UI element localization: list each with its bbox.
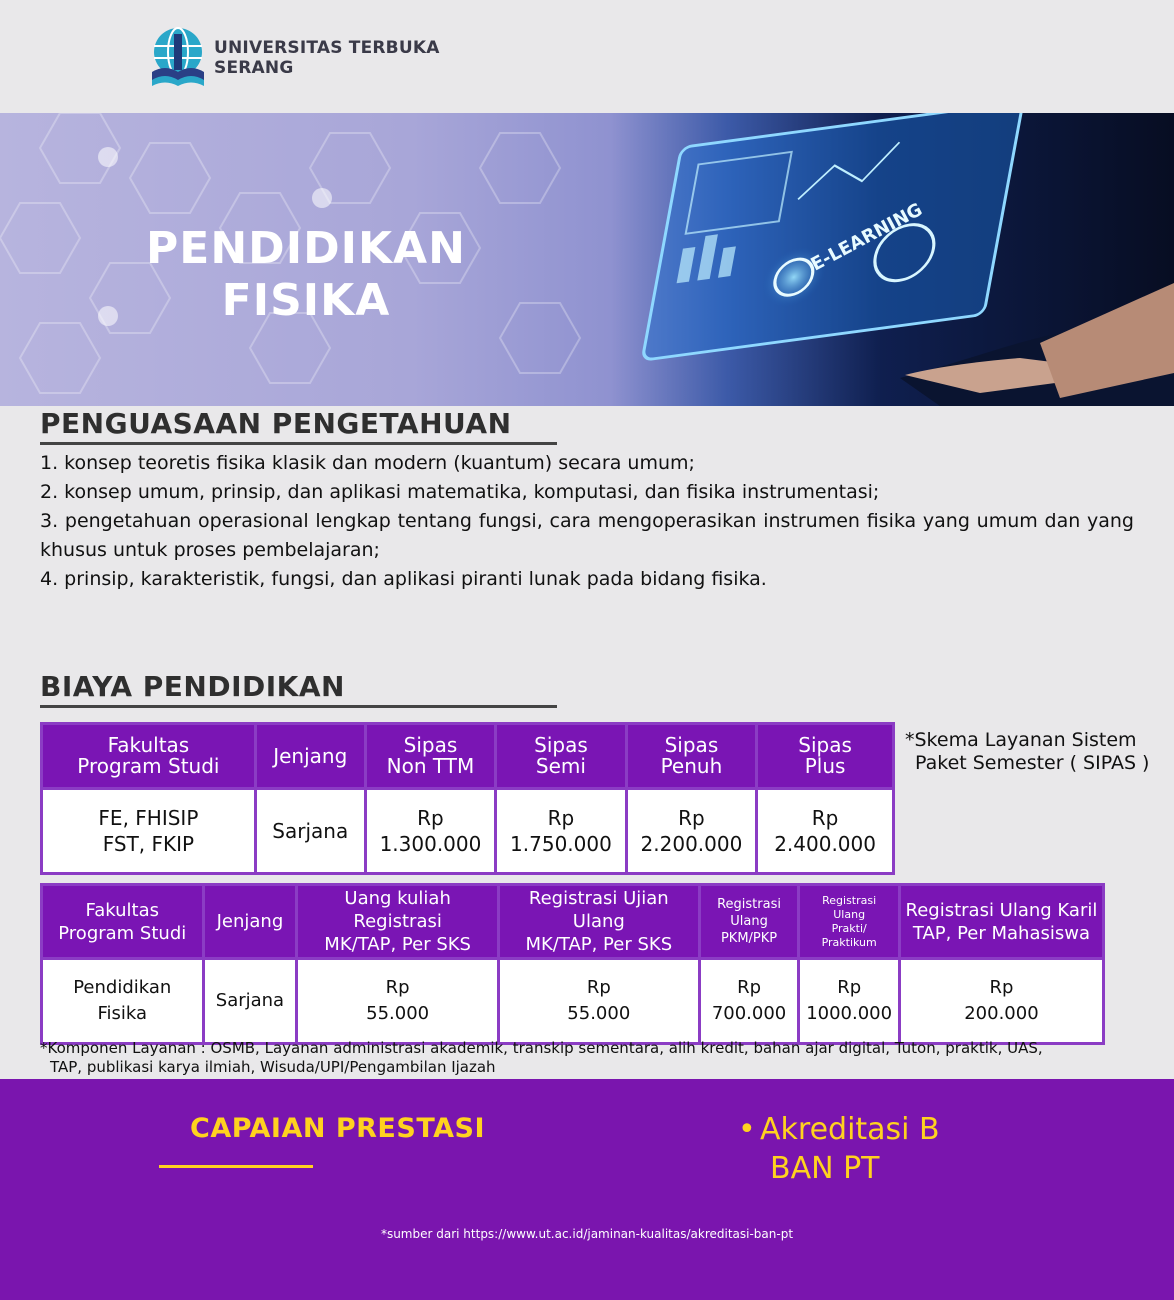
column-header <box>899 885 1103 959</box>
cell-line: 200.000 <box>964 1003 1039 1024</box>
header-line: Ulang <box>833 907 866 921</box>
service-components-line1: *Komponen Layanan : OSMB, Layanan administrasi akademik, transkip sementara, alih kredit, bahan ajar digital, Tuton, praktik, UAS, <box>40 1039 1043 1057</box>
fees-heading-underline <box>40 705 557 708</box>
fees-heading: BIAYA PENDIDIKAN <box>40 670 345 703</box>
accreditation-line1: Akreditasi B <box>760 1112 940 1147</box>
cell-line: Rp <box>385 977 410 998</box>
cell-line: Rp <box>837 977 862 998</box>
table-cell <box>203 959 297 1044</box>
knowledge-item: 3. pengetahuan operasional lengkap tentang fungsi, cara mengoperasikan instrumen fisika yang umum dan yang khusus untuk proses pembelajaran; <box>40 510 1134 561</box>
cell-line: 1.300.000 <box>379 832 482 856</box>
table-header-row <box>42 885 1104 959</box>
accreditation-item <box>738 1110 940 1188</box>
header <box>0 0 1174 113</box>
header-line: MK/TAP, Per SKS <box>525 934 673 955</box>
table-row <box>42 959 1104 1044</box>
header-line: Prakti/ <box>831 921 867 935</box>
header-line: Sipas <box>534 733 588 757</box>
service-components-note <box>40 1039 1155 1077</box>
sipas-note <box>905 729 1149 775</box>
header-line: Registrasi Ujian Ulang <box>528 888 669 932</box>
source-note: *sumber dari https://www.ut.ac.id/jaminan-kualitas/akreditasi-ban-pt <box>380 1227 794 1241</box>
cell-line: Rp <box>586 977 611 998</box>
cell-line: Rp <box>678 806 705 830</box>
column-header <box>799 885 899 959</box>
knowledge-item: 4. prinsip, karakteristik, fungsi, dan aplikasi piranti lunak pada bidang fisika. <box>40 568 767 590</box>
table-cell <box>42 789 256 874</box>
header-line: Program Studi <box>58 922 187 944</box>
cell-line: Rp <box>811 806 839 830</box>
header-line: Uang kuliah Registrasi <box>344 888 451 932</box>
header-line: Fakultas <box>107 733 190 757</box>
sipas-note-line1: *Skema Layanan Sistem <box>905 729 1137 751</box>
header-line: Registrasi Ulang Karil <box>905 899 1098 921</box>
column-header <box>498 885 699 959</box>
table-cell <box>498 959 699 1044</box>
hero-banner <box>0 113 1174 406</box>
header-line: Plus <box>804 754 846 778</box>
header-line: TAP, Per Mahasiswa <box>912 922 1090 944</box>
header-line: Fakultas <box>85 899 160 921</box>
cell-line: Rp <box>737 977 761 998</box>
program-title-line1: PENDIDIKAN <box>146 223 466 274</box>
university-name-line1: UNIVERSITAS TERBUKA <box>214 38 440 58</box>
column-header <box>699 885 799 959</box>
service-components-line2: TAP, publikasi karya ilmiah, Wisuda/UPI/Pengambilan Ijazah <box>50 1058 496 1076</box>
header-line: Registrasi <box>822 893 877 907</box>
column-header <box>496 724 626 789</box>
table-header-row <box>42 724 894 789</box>
cell-line: Fisika <box>97 1003 148 1024</box>
sipas-note-line2: Paket Semester ( SIPAS ) <box>915 752 1150 774</box>
column-header <box>757 724 894 789</box>
column-header <box>626 724 756 789</box>
header-line: Jenjang <box>273 743 348 768</box>
table-cell <box>365 789 495 874</box>
column-header <box>42 885 204 959</box>
university-name <box>214 38 440 78</box>
header-line: Ulang <box>730 914 768 929</box>
cell-line: 2.200.000 <box>640 832 743 856</box>
column-header <box>365 724 495 789</box>
header-line: Jenjang <box>216 911 284 932</box>
table-row <box>42 789 894 874</box>
column-header <box>297 885 499 959</box>
table-cell <box>699 959 799 1044</box>
knowledge-list <box>40 449 1134 594</box>
table-cell <box>42 959 204 1044</box>
cell-line: 55.000 <box>567 1003 631 1024</box>
cell-line: 1000.000 <box>806 1003 893 1024</box>
registration-fee-table <box>40 883 1105 1045</box>
column-header <box>203 885 297 959</box>
header-line: Registrasi <box>717 897 781 912</box>
header-line: Penuh <box>660 754 723 778</box>
column-header <box>42 724 256 789</box>
header-line: Sipas <box>664 733 719 757</box>
column-header <box>255 724 365 789</box>
table-cell <box>496 789 626 874</box>
university-name-line2: SERANG <box>214 58 294 78</box>
table-cell <box>799 959 899 1044</box>
knowledge-item: 1. konsep teoretis fisika klasik dan modern (kuantum) secara umum; <box>40 452 695 474</box>
cell-line: Pendidikan <box>73 977 172 998</box>
tablet-label: E-LEARNING <box>807 199 926 276</box>
cell-line: Rp <box>547 806 575 830</box>
bullet-icon: • <box>738 1112 756 1147</box>
table-cell <box>297 959 499 1044</box>
program-title-line2: FISIKA <box>221 275 391 326</box>
cell-line: Rp <box>989 977 1014 998</box>
header-line: Non TTM <box>386 754 475 778</box>
table-cell <box>255 789 365 874</box>
cell-line: 55.000 <box>366 1003 430 1024</box>
cell-line: 700.000 <box>711 1003 787 1024</box>
header-line: Sipas <box>403 733 458 757</box>
program-title <box>0 223 612 327</box>
accreditation-line2: BAN PT <box>770 1151 880 1186</box>
header-line: MK/TAP, Per SKS <box>324 934 471 955</box>
cell-line: 1.750.000 <box>510 832 612 856</box>
sipas-fee-table <box>40 722 895 875</box>
knowledge-heading: PENGUASAAN PENGETAHUAN <box>40 407 512 440</box>
knowledge-heading-underline <box>40 442 557 445</box>
cell-line: Sarjana <box>272 819 349 843</box>
knowledge-item: 2. konsep umum, prinsip, dan aplikasi matematika, komputasi, dan fisika instrumentasi; <box>40 481 880 503</box>
ut-book-globe-logo-icon <box>150 24 206 90</box>
cell-line: FE, FHISIP <box>98 806 199 830</box>
header-line: Program Studi <box>77 754 220 778</box>
cell-line: Rp <box>417 806 444 830</box>
header-line: PKM/PKP <box>720 931 778 946</box>
achievement-heading-underline <box>159 1165 313 1168</box>
table-cell <box>899 959 1103 1044</box>
cell-line: Sarjana <box>215 990 285 1011</box>
achievement-footer <box>0 1079 1174 1300</box>
table-cell <box>626 789 756 874</box>
header-line: Praktikum <box>821 935 877 949</box>
cell-line: FST, FKIP <box>102 832 195 856</box>
achievement-heading: CAPAIAN PRESTASI <box>190 1113 486 1144</box>
header-line: Semi <box>535 754 586 778</box>
header-line: Sipas <box>798 733 852 757</box>
table-cell <box>757 789 894 874</box>
cell-line: 2.400.000 <box>774 832 876 856</box>
